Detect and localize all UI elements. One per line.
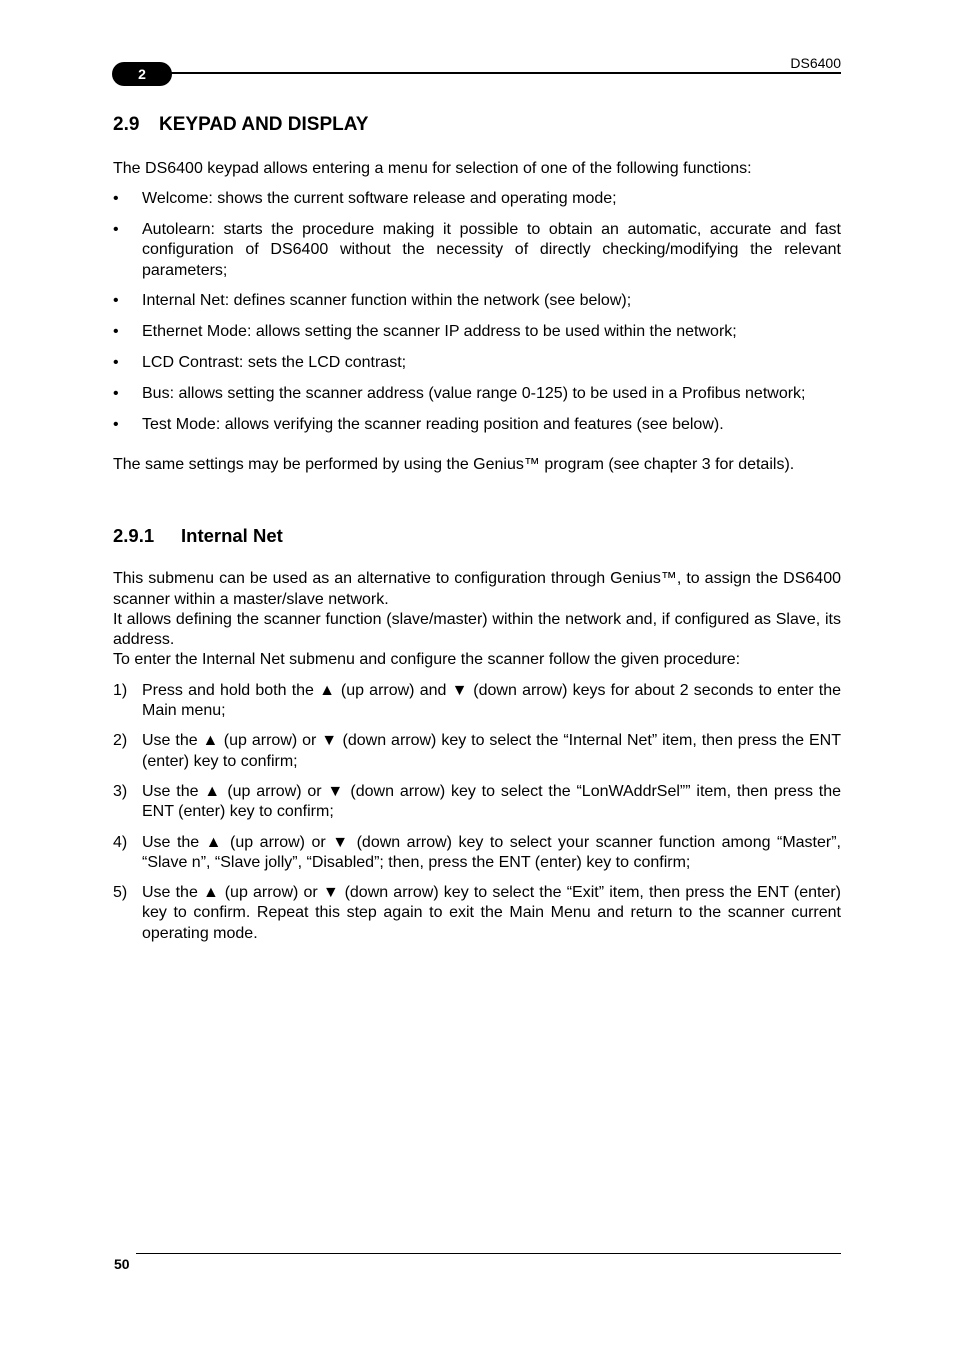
list-item: • Internal Net: defines scanner function within the network (see below); bbox=[113, 291, 841, 311]
paragraph: It allows defining the scanner function (slave/master) within the network and, if configured as Slave, its address. bbox=[113, 610, 841, 649]
procedure-steps bbox=[113, 681, 841, 944]
section-heading bbox=[113, 112, 841, 138]
section-number: 2.9 bbox=[113, 114, 140, 135]
page-content bbox=[113, 112, 841, 954]
list-item: • Ethernet Mode: allows setting the scanner IP address to be used within the network; bbox=[113, 322, 841, 342]
subsection-number: 2.9.1 bbox=[113, 525, 155, 547]
step-number: 5) bbox=[113, 884, 128, 902]
subsection-heading bbox=[113, 523, 841, 549]
paragraph: This submenu can be used as an alternative to configuration through Genius™, to assign the DS6400 scanner within a master/slave network. bbox=[113, 570, 841, 608]
step-text: Use the ▲ (up arrow) or ▼ (down arrow) key to select the “Internal Net” item, then press the ENT (enter) key to confirm; bbox=[142, 732, 841, 770]
list-item: • LCD Contrast: sets the LCD contrast; bbox=[113, 353, 841, 373]
function-list bbox=[113, 189, 841, 435]
step-item bbox=[113, 731, 841, 772]
subsection-title: Internal Net bbox=[181, 525, 283, 547]
step-number: 1) bbox=[113, 681, 128, 699]
section-title: KEYPAD AND DISPLAY bbox=[159, 114, 369, 135]
step-item bbox=[113, 883, 841, 944]
step-text: Use the ▲ (up arrow) or ▼ (down arrow) key to select the “LonWAddrSel”” item, then press the ENT (enter) key to confirm; bbox=[142, 782, 841, 821]
step-item bbox=[113, 833, 841, 874]
section-intro: The DS6400 keypad allows entering a menu for selection of one of the following functions: bbox=[113, 160, 752, 177]
page-number: 50 bbox=[114, 1256, 130, 1272]
step-number: 2) bbox=[113, 732, 128, 750]
list-item: • Bus: allows setting the scanner address (value range 0-125) to be used in a Profibus network; bbox=[113, 384, 841, 404]
list-item: • Autolearn: starts the procedure making it possible to obtain an automatic, accurate and fast configuration of DS6400 without the necessity of directly checking/modifying the relevant parameters; bbox=[113, 220, 841, 281]
list-item: • Welcome: shows the current software release and operating mode; bbox=[113, 189, 841, 209]
header-rule bbox=[150, 72, 841, 74]
step-number: 3) bbox=[113, 782, 128, 800]
step-text: Use the ▲ (up arrow) or ▼ (down arrow) key to select the “Exit” item, then press the ENT (enter) key to confirm. Repeat this step again to exit the Main Menu and return to the scanner current operating mode. bbox=[142, 884, 841, 942]
step-text: Use the ▲ (up arrow) or ▼ (down arrow) key to select your scanner function among “Master”, “Slave n”, “Slave jolly”, “Disabled”; then, press the ENT (enter) key to confirm; bbox=[142, 833, 841, 871]
header-product-name: DS6400 bbox=[790, 55, 841, 71]
section-closing: The same settings may be performed by using the Genius™ program (see chapter 3 for details). bbox=[113, 455, 795, 473]
step-item bbox=[113, 782, 841, 823]
step-number: 4) bbox=[113, 833, 128, 851]
chapter-badge: 2 bbox=[112, 62, 172, 86]
footer-rule bbox=[136, 1253, 841, 1254]
list-item: • Test Mode: allows verifying the scanner reading position and features (see below). bbox=[113, 415, 841, 435]
step-item bbox=[113, 681, 841, 722]
paragraph: To enter the Internal Net submenu and configure the scanner follow the given procedure: bbox=[113, 651, 741, 669]
step-text: Press and hold both the ▲ (up arrow) and ▼ (down arrow) keys for about 2 seconds to enter the Main menu; bbox=[142, 681, 841, 720]
